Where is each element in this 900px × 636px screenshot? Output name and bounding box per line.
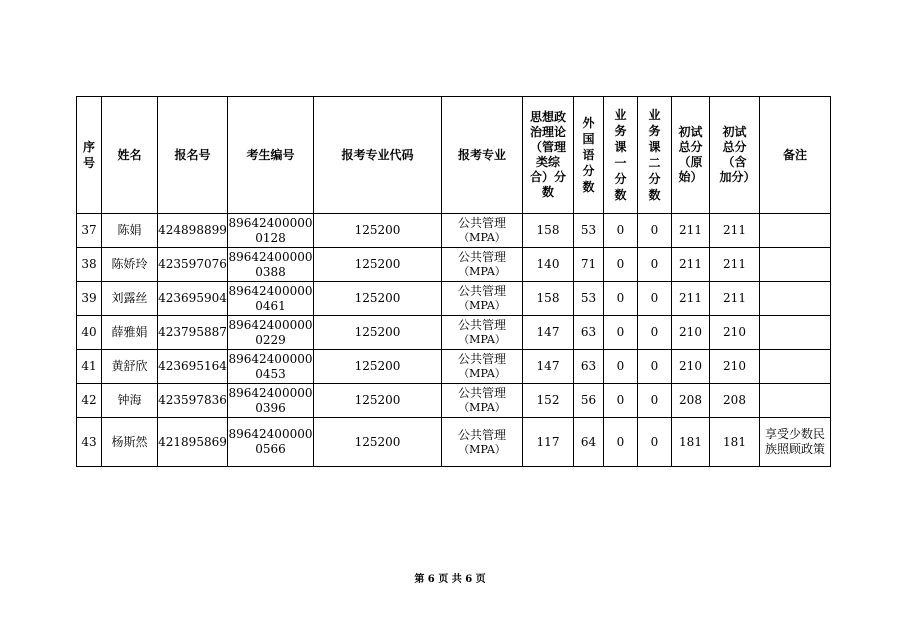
cell-total-raw [672,418,710,467]
cell-foreign-lang [574,248,604,282]
cell-exam-no [228,282,314,316]
seq-text: 41 [81,359,97,373]
politics-score: 147 [536,359,560,373]
cell-note [760,248,831,282]
exam-no-line2: 0229 [255,332,286,347]
subject1-score: 0 [616,359,625,373]
total-raw-score: 211 [679,223,702,237]
major-code-text: 125200 [354,291,401,305]
subject1-score: 0 [616,291,625,305]
reg-no-text: 423597836 [158,393,227,407]
table-row [77,282,831,316]
cell-seq [77,350,102,384]
exam-no-line1: 89642400000 [228,215,313,230]
total-bonus-score: 211 [723,223,746,237]
foreign-lang-score: 64 [580,434,597,449]
cell-note [760,214,831,248]
page-footer [0,570,900,585]
major-line2: （MPA） [458,367,506,380]
cell-subject1 [604,350,638,384]
cell-total-bonus [710,418,760,467]
name-text: 陈娇玲 [111,257,148,271]
cell-name [102,214,158,248]
major-line2: （MPA） [458,265,506,278]
major-line1: 公共管理 [457,318,506,332]
name-text: 薛雅娟 [111,325,148,339]
foreign-lang-score: 56 [580,393,597,407]
major-code-text: 125200 [354,359,401,373]
cell-major [442,282,523,316]
total-raw-score: 211 [679,291,702,305]
cell-total-bonus [710,214,760,248]
cell-seq [77,282,102,316]
cell-subject1 [604,316,638,350]
cell-name [102,418,158,467]
header-major-code: 报考专业代码 [314,97,442,214]
cell-major-code [314,282,442,316]
cell-foreign-lang [574,316,604,350]
cell-reg-no [158,316,228,350]
cell-note [760,282,831,316]
cell-major [442,350,523,384]
subject1-score: 0 [616,325,625,339]
cell-subject2 [638,418,672,467]
cell-major [442,248,523,282]
cell-name [102,384,158,418]
subject2-score: 0 [650,393,659,407]
politics-score: 140 [536,257,560,271]
major-line1: 公共管理 [457,216,506,230]
cell-major-code [314,418,442,467]
cell-reg-no [158,350,228,384]
table-row [77,350,831,384]
reg-no-text: 423695904 [158,291,227,305]
cell-politics [523,418,574,467]
header-row [77,97,831,214]
exam-no-line1: 89642400000 [228,351,313,366]
major-line2: （MPA） [458,442,506,456]
cell-total-bonus [710,282,760,316]
cell-major [442,384,523,418]
foreign-lang-score: 63 [580,359,597,373]
exam-no-line1: 89642400000 [228,249,313,264]
seq-text: 37 [81,223,97,237]
subject2-score: 0 [650,223,659,237]
header-reg-no: 报名号 [158,97,228,214]
major-code-text: 125200 [354,257,401,271]
cell-politics [523,316,574,350]
cell-foreign-lang [574,418,604,467]
subject2-score: 0 [650,257,659,271]
name-text: 钟海 [117,393,142,407]
cell-note [760,384,831,418]
total-bonus-score: 211 [723,257,746,271]
foreign-lang-score: 63 [580,325,597,339]
cell-foreign-lang [574,384,604,418]
exam-no-line2: 0388 [255,264,286,279]
cell-exam-no [228,418,314,467]
major-line2: （MPA） [458,401,506,414]
table-row [77,248,831,282]
header-total-raw: 初试总分（原始） [672,97,710,214]
cell-politics [523,282,574,316]
subject1-score: 0 [616,393,625,407]
cell-subject2 [638,282,672,316]
exam-no-line2: 0566 [255,442,286,456]
foreign-lang-score: 53 [580,223,597,237]
reg-no-text: 423695164 [158,359,227,373]
cell-subject1 [604,214,638,248]
cell-seq [77,316,102,350]
cell-total-raw [672,316,710,350]
cell-total-raw [672,350,710,384]
cell-total-raw [672,248,710,282]
cell-seq [77,214,102,248]
cell-exam-no [228,350,314,384]
cell-subject2 [638,316,672,350]
cell-total-raw [672,214,710,248]
total-raw-score: 211 [679,257,702,271]
exam-no-line2: 0461 [255,298,286,313]
seq-text: 39 [81,291,97,305]
cell-subject1 [604,418,638,467]
name-text: 黄舒欣 [111,359,148,373]
cell-note [760,418,831,467]
cell-name [102,316,158,350]
cell-foreign-lang [574,214,604,248]
table-row [77,384,831,418]
exam-no-line1: 89642400000 [228,283,313,298]
total-raw-score: 208 [679,393,702,407]
politics-score: 147 [536,325,560,339]
total-bonus-score: 208 [723,393,746,407]
major-code-text: 125200 [354,393,401,407]
seq-text: 40 [81,325,97,339]
header-name: 姓名 [102,97,158,214]
exam-no-line2: 0128 [255,230,286,245]
major-line1: 公共管理 [457,427,506,442]
cell-major-code [314,214,442,248]
major-line1: 公共管理 [457,250,506,264]
major-code-text: 125200 [354,434,401,449]
cell-subject2 [638,248,672,282]
total-raw-score: 210 [679,325,702,339]
table-row [77,214,831,248]
cell-seq [77,384,102,418]
politics-score: 152 [536,393,560,407]
total-raw-score: 210 [679,359,702,373]
cell-exam-no [228,316,314,350]
foreign-lang-score: 53 [580,291,597,305]
exam-no-line1: 89642400000 [228,385,313,400]
cell-foreign-lang [574,282,604,316]
subject2-score: 0 [650,291,659,305]
cell-total-bonus [710,248,760,282]
cell-exam-no [228,384,314,418]
cell-politics [523,214,574,248]
cell-total-raw [672,282,710,316]
cell-major-code [314,350,442,384]
cell-note [760,350,831,384]
exam-no-line1: 89642400000 [228,427,313,441]
cell-total-bonus [710,384,760,418]
politics-score: 117 [536,434,560,449]
header-politics: 思想政治理论（管理类综合）分数 [523,97,574,214]
cell-major-code [314,248,442,282]
foreign-lang-score: 71 [580,257,597,271]
total-bonus-score: 211 [723,291,746,305]
cell-name [102,248,158,282]
subject2-score: 0 [650,325,659,339]
name-text: 陈娟 [117,223,142,237]
cell-subject1 [604,282,638,316]
subject1-score: 0 [616,434,625,449]
cell-subject1 [604,384,638,418]
reg-no-text: 424898899 [158,223,227,237]
cell-major [442,214,523,248]
major-line1: 公共管理 [457,284,506,298]
subject1-score: 0 [616,223,625,237]
subject2-score: 0 [650,434,659,449]
seq-text: 43 [81,434,97,449]
cell-reg-no [158,282,228,316]
reg-no-text: 423597076 [158,257,227,271]
cell-total-raw [672,384,710,418]
header-foreign-lang: 外国语分数 [574,97,604,214]
cell-subject2 [638,384,672,418]
header-exam-no: 考生编号 [228,97,314,214]
major-line1: 公共管理 [457,386,506,400]
table-row [77,418,831,467]
cell-subject2 [638,350,672,384]
reg-no-text: 421895869 [158,434,227,449]
note-text: 享受少数民族照顾政策 [764,427,825,456]
cell-subject1 [604,248,638,282]
cell-total-bonus [710,316,760,350]
reg-no-text: 423795887 [158,325,227,339]
cell-name [102,282,158,316]
cell-exam-no [228,248,314,282]
header-total-bonus: 初试总分（含加分） [710,97,760,214]
cell-seq [77,418,102,467]
cell-reg-no [158,418,228,467]
major-code-text: 125200 [354,223,401,237]
header-seq: 序号 [77,97,102,214]
cell-reg-no [158,384,228,418]
subject1-score: 0 [616,257,625,271]
name-text: 刘露丝 [111,291,148,305]
cell-seq [77,248,102,282]
cell-major-code [314,316,442,350]
score-table [76,96,831,467]
politics-score: 158 [536,223,560,237]
major-line1: 公共管理 [457,352,506,366]
exam-no-line2: 0396 [255,400,286,415]
cell-politics [523,384,574,418]
cell-total-bonus [710,350,760,384]
total-bonus-score: 210 [723,359,746,373]
cell-major [442,316,523,350]
total-bonus-score: 181 [723,434,746,449]
name-text: 杨斯然 [111,434,148,449]
cell-politics [523,248,574,282]
major-line2: （MPA） [458,231,506,244]
header-major: 报考专业 [442,97,523,214]
exam-no-line1: 89642400000 [228,317,313,332]
major-code-text: 125200 [354,325,401,339]
cell-reg-no [158,214,228,248]
cell-reg-no [158,248,228,282]
header-note: 备注 [760,97,831,214]
cell-major [442,418,523,467]
cell-exam-no [228,214,314,248]
subject2-score: 0 [650,359,659,373]
politics-score: 158 [536,291,560,305]
cell-politics [523,350,574,384]
cell-foreign-lang [574,350,604,384]
cell-subject2 [638,214,672,248]
cell-note [760,316,831,350]
page-number: 第 6 页 共 6 页 [414,574,486,585]
cell-major-code [314,384,442,418]
table-body [77,214,831,467]
seq-text: 38 [81,257,97,271]
major-line2: （MPA） [458,299,506,312]
table-row [77,316,831,350]
major-line2: （MPA） [458,333,506,346]
seq-text: 42 [81,393,97,407]
total-raw-score: 181 [679,434,702,449]
header-subject1: 业务课一分数 [604,97,638,214]
total-bonus-score: 210 [723,325,746,339]
header-subject2: 业务课二分数 [638,97,672,214]
cell-name [102,350,158,384]
exam-no-line2: 0453 [255,366,286,381]
